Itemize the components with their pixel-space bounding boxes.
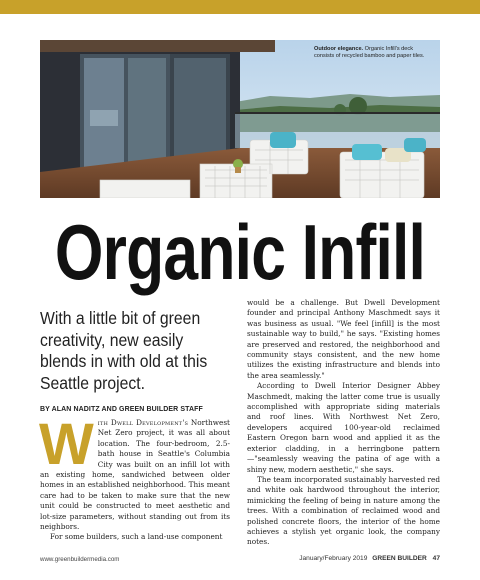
body-paragraph: would be a challenge. But Dwell Development founder and principal Anthony Maschmedt says it was business as usual. "We feel [infill] is the most sustainable way to build," he says. "Existing homes are preserved and restored, the neighborhood and community stays consistent, and the new home utilizes the existing infrastructure and blends into the area seamlessly." bbox=[247, 298, 440, 380]
body-paragraph: According to Dwell Interior Designer Abbey Maschmedt, making the latter come true is usually accomplished with appropriate siding materials and roof lines. With Northwest Net Zero, developers acquired 100-year-old reclaimed Eastern Oregon barn wood and applied it as the exterior cladding, in a herringbone pattern—"seamlessly weaving the patina of age with a shiny new, modern aesthetic," she says. bbox=[247, 381, 440, 474]
paragraph-text: Northwest Net Zero project, it was all about location. The four-bedroom, 2.5-bath house in Seattle's Columbia City was built on an infill lot with an existing home, sandwiched between older homes in an established neighborhood. This meant care had to be taken to make sure that the new unit could be constructed to meet aesthetic and lot-size parameters, without standing out from its neighbors. bbox=[40, 418, 230, 532]
deck-photo bbox=[40, 40, 440, 198]
article-dek: With a little bit of green creativity, new easily blends in with old at this Seattle project. bbox=[40, 308, 208, 393]
body-column-2 bbox=[247, 298, 440, 560]
body-column-1 bbox=[39, 412, 230, 558]
article-byline: BY ALAN NADITZ AND GREEN BUILDER STAFF bbox=[40, 406, 203, 413]
body-paragraph: The team incorporated sustainably harvested red and white oak hardwood throughout the interior, mimicking the feeling of being in nature among the trees. With a combination of reclaimed wood and polished concrete floors, the interior of the home achieves a stylish yet organic look, the company notes. bbox=[247, 474, 440, 547]
body-paragraph: For some builders, such a land-use component bbox=[50, 532, 223, 542]
body-paragraph bbox=[39, 412, 230, 532]
deck-photo-illustration bbox=[40, 40, 440, 198]
footer-url: www.greenbuildermedia.com bbox=[40, 556, 120, 563]
lead-in: ith Dwell Development's bbox=[97, 418, 189, 427]
footer-publication: GREEN BUILDER bbox=[372, 555, 427, 562]
drop-cap: W bbox=[39, 412, 94, 477]
footer-folio bbox=[299, 555, 440, 562]
page-number: 47 bbox=[432, 555, 440, 562]
photo-caption bbox=[314, 46, 432, 60]
footer-issue: January/February 2019 bbox=[299, 555, 368, 562]
caption-text: Organic Infill's deck consists of recycled bamboo and paper tiles. bbox=[314, 46, 425, 60]
caption-title: Outdoor elegance. bbox=[314, 46, 364, 52]
top-accent-bar bbox=[0, 0, 480, 14]
article-headline: Organic Infill bbox=[54, 208, 426, 296]
